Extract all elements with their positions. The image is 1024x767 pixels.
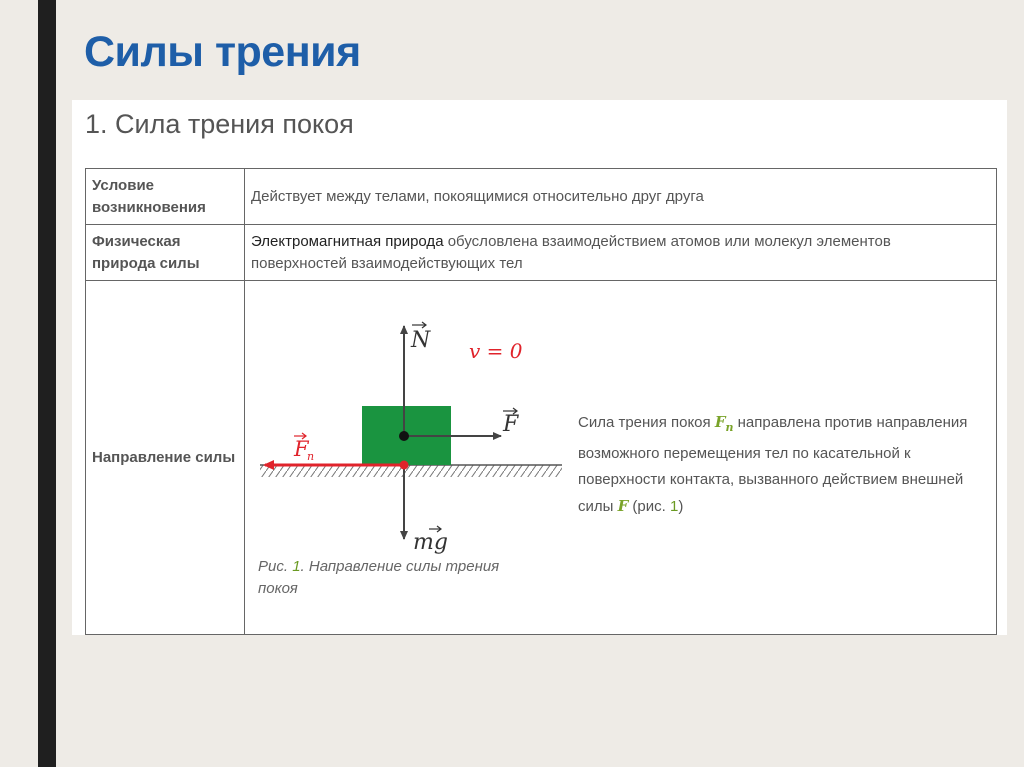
properties-table [85,168,997,635]
explanation-part: Сила трения покоя [578,414,715,431]
label-mg: mg [413,530,448,555]
table-row [86,281,997,635]
row-text [245,225,997,281]
label-friction-subscript: п [307,450,315,463]
row-text-rest: обусловлена взаимодействием атомов или молекул элементов поверхностей взаимодействующих тел [251,233,891,272]
content-panel [72,100,1007,635]
vector-fn-subscript: п [725,421,734,434]
explanation-text [578,409,988,520]
row-label: Направление силы [86,281,245,635]
vector-fn [714,413,734,434]
row-label: Физическая природа силы [86,225,245,281]
slide-title: Силы трения [84,28,361,76]
figure-reference-number: 1 [669,498,679,515]
vector-f: F [617,497,629,515]
caption-number: 1 [292,558,301,575]
section-heading: 1. Сила трения покоя [85,109,354,139]
ground-hatching [260,465,562,477]
caption-text: . Направление силы трения покоя [258,558,500,597]
row-label: Условие возникновения [86,169,245,225]
label-friction: F [294,437,309,461]
caption-prefix: Рис. [258,558,293,575]
label-n: N [411,328,431,353]
explanation-part: направлена против направления возможного перемещения тел по касательной к поверхности контакта, вызванного действием внешней силы [578,414,968,515]
explanation-part: ) [678,498,684,515]
center-of-mass-dot [399,431,409,441]
row-text: Действует между телами, покоящимися относительно друг друга [245,169,997,225]
table-row [86,169,997,225]
figure-cell [245,281,997,635]
figure-caption [258,556,538,600]
label-velocity: v = 0 [469,339,523,363]
left-accent-bar [38,0,56,767]
vector-fn-letter: F [714,413,726,431]
contact-point-dot [400,461,409,470]
explanation-part: (рис. [628,498,670,515]
table-row [86,225,997,281]
label-f: F [503,412,519,437]
row-text-strong: Электромагнитная природа [251,233,444,250]
